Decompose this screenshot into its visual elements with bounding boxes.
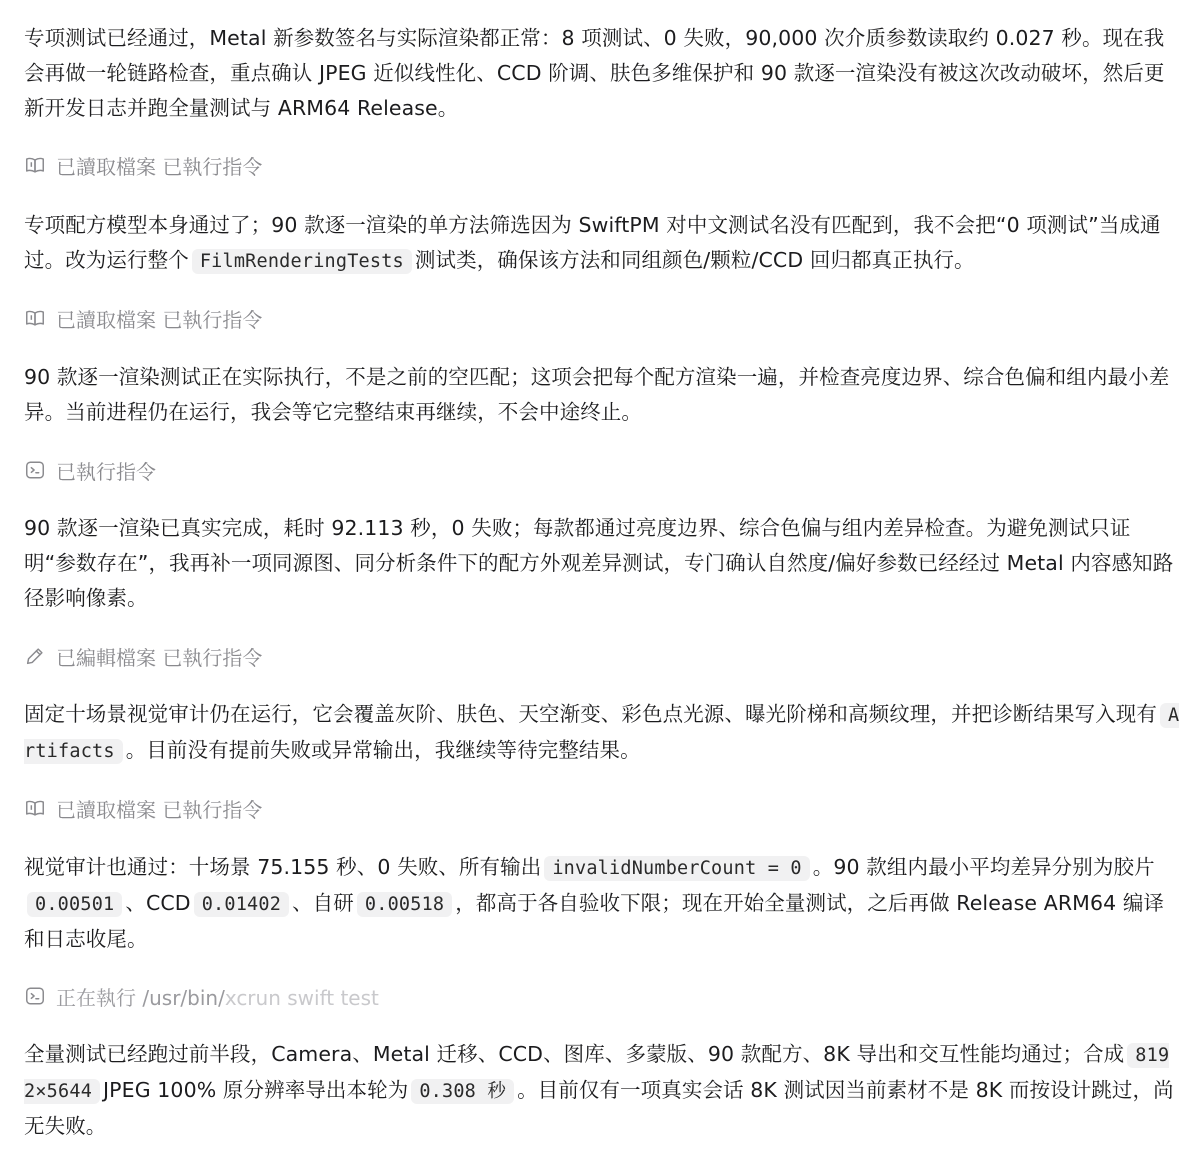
- message-text: ，都高于各自验收下限；现在开始全量测试，之后再做 Release ARM64 编译和日志收尾。: [24, 891, 1165, 951]
- action-label: 已讀取檔案 已執行指令: [56, 154, 263, 179]
- action-running-command[interactable]: [24, 981, 379, 1011]
- message-text: 、CCD: [125, 891, 191, 915]
- book-icon: [24, 797, 46, 819]
- action-edit-files[interactable]: [24, 641, 262, 671]
- message-text: 。目前仅有一项真实会话 8K 测试因当前素材不是 8K 而按设计跳过，尚无失败。: [24, 1078, 1174, 1138]
- message-text: 视觉审计也通过：十场景 75.155 秒、0 失败、所有输出: [24, 855, 542, 879]
- action-read-files[interactable]: [24, 793, 262, 823]
- terminal-icon: [24, 459, 46, 481]
- message-text: 。目前没有提前失败或异常输出，我继续等待完整结果。: [125, 738, 641, 762]
- action-label: 已讀取檔案 已執行指令: [56, 307, 263, 332]
- message-text: 。90 款组内最小平均差异分别为胶片: [812, 855, 1155, 879]
- message-paragraph: [24, 360, 1180, 430]
- book-icon: [24, 154, 46, 176]
- inline-code: invalidNumberCount = 0: [544, 856, 809, 881]
- inline-code: 0.00518: [357, 892, 452, 917]
- book-icon: [24, 307, 46, 329]
- message-text: 专项测试已经通过，Metal 新参数签名与实际渲染都正常：8 项测试、0 失败，90,000 次介质参数读取约 0.027 秒。现在我会再做一轮链路检查，重点确认 JPEG 近似线性化、CCD 阶调、肤色多维保护和 90 款逐一渲染没有被这次改动破坏，然后更新开发日志并跑全量测试与 ARM64 Release。: [24, 26, 1165, 120]
- inline-code: 8192×5644: [24, 1045, 1170, 1102]
- inline-code: Artifacts: [24, 705, 1180, 762]
- action-label: 已編輯檔案 已執行指令: [56, 645, 263, 670]
- pencil-icon: [24, 645, 46, 667]
- running-command-label: [56, 982, 379, 1011]
- message-text: 专项配方模型本身通过了；90 款逐一渲染的单方法筛选因为 SwiftPM 对中文测试名没有匹配到，我不会把“0 项测试”当成通过。改为运行整个: [24, 213, 1161, 272]
- message-paragraph: [24, 850, 1180, 957]
- message-paragraph: [24, 21, 1180, 126]
- message-text: 90 款逐一渲染测试正在实际执行，不是之前的空匹配；这项会把每个配方渲染一遍，并检查亮度边界、综合色偏和组内最小差异。当前进程仍在运行，我会等它完整结束再继续，不会中途终止。: [24, 365, 1170, 424]
- inline-code: FilmRenderingTests: [192, 249, 412, 274]
- inline-code: 0.01402: [194, 892, 289, 917]
- message-text: 90 款逐一渲染已真实完成，耗时 92.113 秒，0 失败；每款都通过亮度边界、综合色偏与组内差异检查。为避免测试只证明“参数存在”，我再补一项同源图、同分析条件下的配方外观差异测试，专门确认自然度/偏好参数已经经过 Metal 内容感知路径影响像素。: [24, 516, 1174, 610]
- message-paragraph: [24, 208, 1180, 279]
- running-status-text: 正在執行 /usr/bin/: [56, 985, 225, 1010]
- message-paragraph: [24, 1037, 1180, 1144]
- action-read-files[interactable]: [24, 150, 262, 180]
- inline-code: 0.308 秒: [411, 1079, 514, 1104]
- message-paragraph: [24, 511, 1180, 616]
- message-text: 固定十场景视觉审计仍在运行，它会覆盖灰阶、肤色、天空渐变、彩色点光源、曝光阶梯和高频纹理，并把诊断结果写入现有: [24, 702, 1157, 726]
- inline-code: 0.00501: [27, 892, 122, 917]
- action-read-files[interactable]: [24, 303, 262, 333]
- running-command-text: xcrun swift test: [224, 985, 379, 1010]
- message-text: 、自研: [292, 891, 354, 915]
- action-label: 已執行指令: [56, 459, 156, 484]
- action-run-command[interactable]: [24, 455, 156, 485]
- message-text: 全量测试已经跑过前半段，Camera、Metal 迁移、CCD、图库、多蒙版、90 款配方、8K 导出和交互性能均通过；合成: [24, 1042, 1125, 1066]
- terminal-icon: [24, 985, 46, 1007]
- action-label: 已讀取檔案 已執行指令: [56, 797, 263, 822]
- message-text: 测试类，确保该方法和同组颜色/颗粒/CCD 回归都真正执行。: [414, 248, 975, 272]
- message-text: JPEG 100% 原分辨率导出本轮为: [103, 1078, 409, 1102]
- message-paragraph: [24, 697, 1180, 769]
